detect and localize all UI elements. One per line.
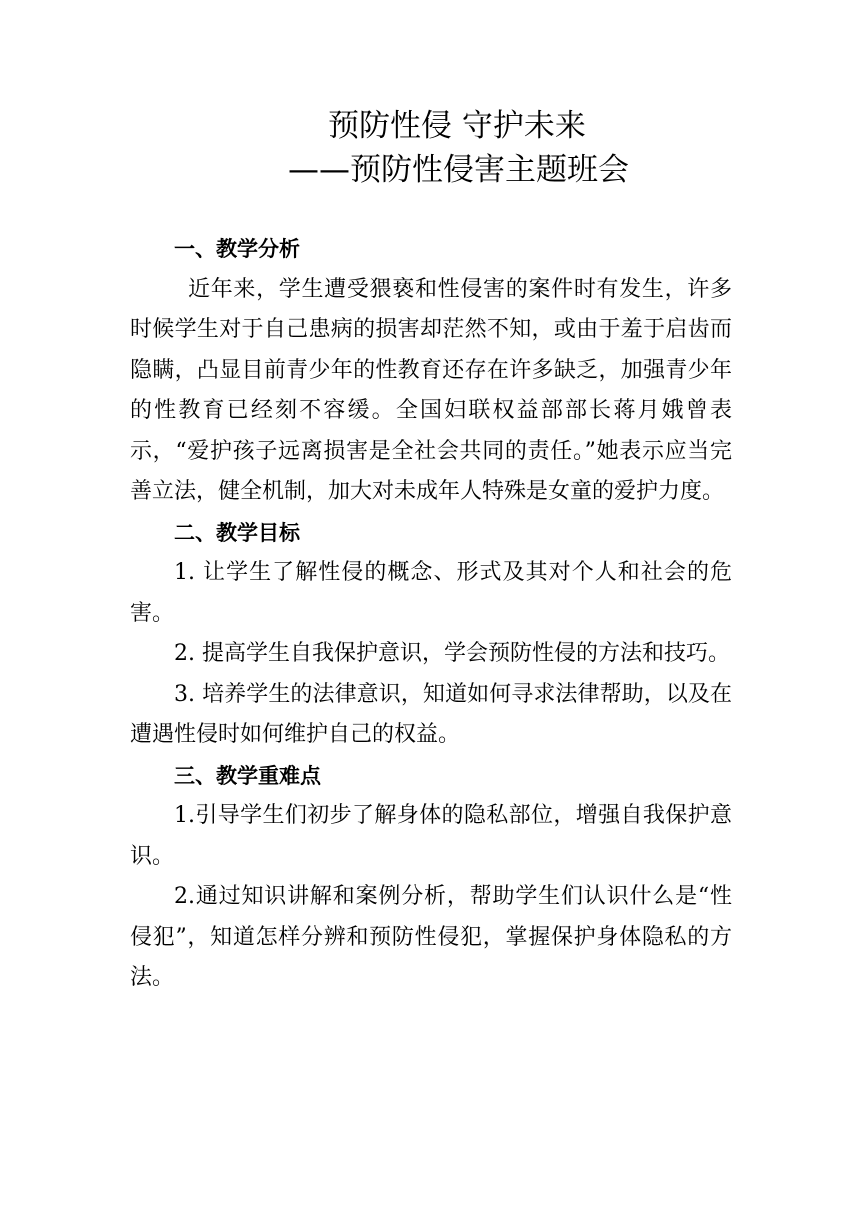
goal-item-1: 1. 让学生了解性侵的概念、形式及其对个人和社会的危害。 <box>130 560 732 626</box>
paragraph-analysis: 近年来，学生遭受猥亵和性侵害的案件时有发生，许多时候学生对于自己患病的损害却茫然不知，或由于羞于启齿而隐瞒，凸显目前青少年的性教育还存在许多缺乏，加强青少年的性教育已经刻不容缓。全国妇联权益部部长蒋月娥曾表示，“爱护孩子远离损害是全社会共同的责任。”她表示应当完善立法，健全机制，加大对未成年人特殊是女童的爱护力度。 <box>130 276 732 504</box>
title-block <box>0 104 860 192</box>
section-heading-goals: 二、教学目标 <box>174 520 300 545</box>
main-title: 预防性侵 守护未来 <box>328 108 586 144</box>
key-point-item-1: 1.引导学生们初步了解身体的隐私部位，增强自我保护意识。 <box>130 803 732 869</box>
goal-item-2: 2. 提高学生自我保护意识，学会预防性侵的方法和技巧。 <box>174 641 730 666</box>
document-body <box>130 229 732 999</box>
section-heading-analysis: 一、教学分析 <box>174 237 300 261</box>
subtitle: ——预防性侵害主题班会 <box>288 152 629 188</box>
goal-item-3: 3. 培养学生的法律意识，知道如何寻求法律帮助，以及在遭遇性侵时如何维护自己的权益。 <box>130 681 732 747</box>
key-point-item-2: 2.通过知识讲解和案例分析，帮助学生们认识什么是“性侵犯”，知道怎样分辨和预防性侵犯，掌握保护身体隐私的方法。 <box>130 884 732 990</box>
section-heading-key-points: 三、教学重难点 <box>174 763 321 788</box>
